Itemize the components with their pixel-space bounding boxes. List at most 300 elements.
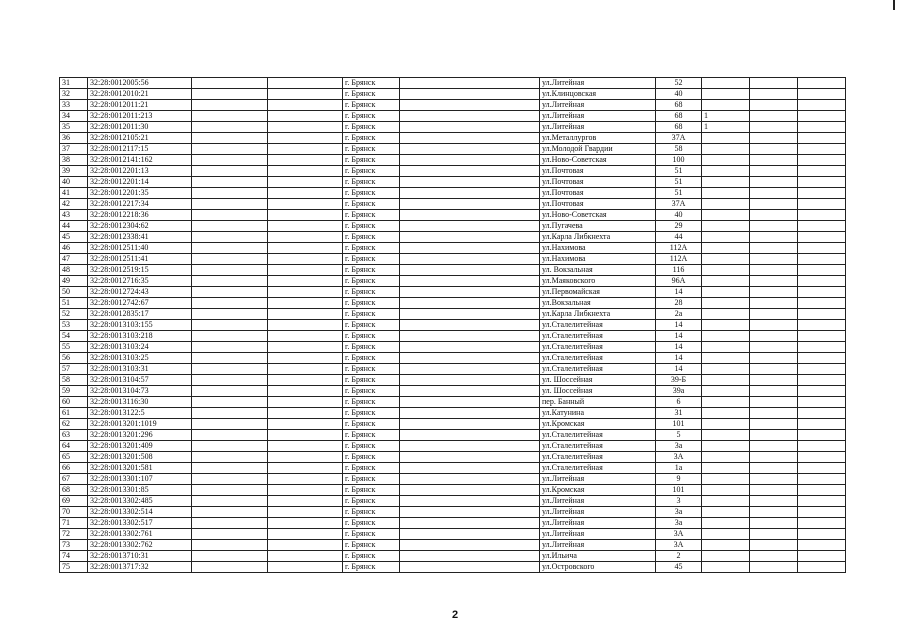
empty-cell xyxy=(268,474,343,485)
empty-cell xyxy=(798,474,846,485)
empty-cell xyxy=(268,353,343,364)
street-cell: ул.Сталелитейная xyxy=(540,320,656,331)
row-number-cell: 56 xyxy=(60,353,88,364)
empty-cell xyxy=(268,331,343,342)
empty-cell xyxy=(750,474,798,485)
table-row xyxy=(60,221,846,232)
extra-cell xyxy=(702,408,750,419)
empty-cell xyxy=(798,331,846,342)
empty-cell xyxy=(400,254,540,265)
empty-cell xyxy=(798,540,846,551)
empty-cell xyxy=(192,144,268,155)
empty-cell xyxy=(268,276,343,287)
empty-cell xyxy=(798,298,846,309)
street-cell: ул.Сталелитейная xyxy=(540,342,656,353)
row-number-cell: 48 xyxy=(60,265,88,276)
empty-cell xyxy=(192,188,268,199)
street-cell: ул.Металлургов xyxy=(540,133,656,144)
registry-table-body xyxy=(60,78,846,573)
table-row xyxy=(60,309,846,320)
cadastral-number-cell: 32:28:0012835:17 xyxy=(88,309,192,320)
cadastral-number-cell: 32:28:0013103:155 xyxy=(88,320,192,331)
house-number-cell: 2 xyxy=(656,551,702,562)
empty-cell xyxy=(192,397,268,408)
empty-cell xyxy=(798,408,846,419)
street-cell: ул.Литейная xyxy=(540,540,656,551)
extra-cell xyxy=(702,342,750,353)
table-row xyxy=(60,133,846,144)
row-number-cell: 63 xyxy=(60,430,88,441)
empty-cell xyxy=(798,320,846,331)
empty-cell xyxy=(268,243,343,254)
cadastral-number-cell: 32:28:0012011:30 xyxy=(88,122,192,133)
house-number-cell: 39а xyxy=(656,386,702,397)
empty-cell xyxy=(400,485,540,496)
empty-cell xyxy=(400,342,540,353)
empty-cell xyxy=(400,265,540,276)
street-cell: ул.Литейная xyxy=(540,496,656,507)
empty-cell xyxy=(798,78,846,89)
empty-cell xyxy=(400,540,540,551)
empty-cell xyxy=(798,507,846,518)
house-number-cell: 37А xyxy=(656,133,702,144)
empty-cell xyxy=(750,331,798,342)
empty-cell xyxy=(268,111,343,122)
empty-cell xyxy=(400,155,540,166)
cadastral-number-cell: 32:28:0013116:30 xyxy=(88,397,192,408)
house-number-cell: 14 xyxy=(656,287,702,298)
house-number-cell: 3А xyxy=(656,452,702,463)
row-number-cell: 33 xyxy=(60,100,88,111)
empty-cell xyxy=(400,78,540,89)
empty-cell xyxy=(400,551,540,562)
house-number-cell: 116 xyxy=(656,265,702,276)
empty-cell xyxy=(268,210,343,221)
empty-cell xyxy=(268,78,343,89)
empty-cell xyxy=(268,199,343,210)
row-number-cell: 62 xyxy=(60,419,88,430)
table-row xyxy=(60,386,846,397)
empty-cell xyxy=(798,243,846,254)
empty-cell xyxy=(192,485,268,496)
row-number-cell: 65 xyxy=(60,452,88,463)
city-cell: г. Брянск xyxy=(343,232,400,243)
extra-cell xyxy=(702,331,750,342)
row-number-cell: 43 xyxy=(60,210,88,221)
house-number-cell: 39-Б xyxy=(656,375,702,386)
house-number-cell: 51 xyxy=(656,188,702,199)
table-row xyxy=(60,320,846,331)
cadastral-number-cell: 32:28:0012218:36 xyxy=(88,210,192,221)
empty-cell xyxy=(798,265,846,276)
table-row xyxy=(60,419,846,430)
row-number-cell: 53 xyxy=(60,320,88,331)
street-cell: ул.Литейная xyxy=(540,507,656,518)
table-row xyxy=(60,463,846,474)
empty-cell xyxy=(192,254,268,265)
city-cell: г. Брянск xyxy=(343,342,400,353)
empty-cell xyxy=(750,254,798,265)
empty-cell xyxy=(400,353,540,364)
cadastral-number-cell: 32:28:0013301:107 xyxy=(88,474,192,485)
city-cell: г. Брянск xyxy=(343,397,400,408)
city-cell: г. Брянск xyxy=(343,100,400,111)
table-row xyxy=(60,111,846,122)
empty-cell xyxy=(798,155,846,166)
empty-cell xyxy=(268,232,343,243)
empty-cell xyxy=(798,375,846,386)
street-cell: ул.Почтовая xyxy=(540,177,656,188)
empty-cell xyxy=(268,397,343,408)
table-row xyxy=(60,177,846,188)
empty-cell xyxy=(268,441,343,452)
empty-cell xyxy=(400,331,540,342)
city-cell: г. Брянск xyxy=(343,298,400,309)
empty-cell xyxy=(400,474,540,485)
row-number-cell: 57 xyxy=(60,364,88,375)
row-number-cell: 44 xyxy=(60,221,88,232)
cadastral-number-cell: 32:28:0012011:21 xyxy=(88,100,192,111)
house-number-cell: 2а xyxy=(656,309,702,320)
house-number-cell: 101 xyxy=(656,485,702,496)
house-number-cell: 112А xyxy=(656,243,702,254)
house-number-cell: 3А xyxy=(656,540,702,551)
street-cell: ул.Сталелитейная xyxy=(540,463,656,474)
empty-cell xyxy=(268,386,343,397)
empty-cell xyxy=(192,287,268,298)
extra-cell xyxy=(702,276,750,287)
cadastral-number-cell: 32:28:0013103:24 xyxy=(88,342,192,353)
empty-cell xyxy=(268,133,343,144)
extra-cell xyxy=(702,100,750,111)
table-row xyxy=(60,199,846,210)
extra-cell xyxy=(702,485,750,496)
empty-cell xyxy=(268,562,343,573)
margin-mark xyxy=(893,0,895,10)
city-cell: г. Брянск xyxy=(343,474,400,485)
cadastral-number-cell: 32:28:0013104:57 xyxy=(88,375,192,386)
empty-cell xyxy=(268,89,343,100)
city-cell: г. Брянск xyxy=(343,265,400,276)
street-cell: ул.Ново-Советская xyxy=(540,210,656,221)
row-number-cell: 73 xyxy=(60,540,88,551)
empty-cell xyxy=(798,364,846,375)
table-row xyxy=(60,485,846,496)
house-number-cell: 44 xyxy=(656,232,702,243)
table-row xyxy=(60,452,846,463)
street-cell: ул.Литейная xyxy=(540,529,656,540)
city-cell: г. Брянск xyxy=(343,551,400,562)
row-number-cell: 35 xyxy=(60,122,88,133)
cadastral-number-cell: 32:28:0013103:25 xyxy=(88,353,192,364)
city-cell: г. Брянск xyxy=(343,507,400,518)
row-number-cell: 59 xyxy=(60,386,88,397)
empty-cell xyxy=(750,397,798,408)
extra-cell: 1 xyxy=(702,122,750,133)
street-cell: ул.Пугачева xyxy=(540,221,656,232)
row-number-cell: 69 xyxy=(60,496,88,507)
row-number-cell: 61 xyxy=(60,408,88,419)
empty-cell xyxy=(268,221,343,232)
table-row xyxy=(60,364,846,375)
empty-cell xyxy=(192,452,268,463)
empty-cell xyxy=(400,177,540,188)
house-number-cell: 40 xyxy=(656,89,702,100)
empty-cell xyxy=(750,122,798,133)
street-cell: ул. Вокзальная xyxy=(540,265,656,276)
empty-cell xyxy=(400,452,540,463)
table-row xyxy=(60,155,846,166)
empty-cell xyxy=(192,474,268,485)
empty-cell xyxy=(750,199,798,210)
row-number-cell: 38 xyxy=(60,155,88,166)
empty-cell xyxy=(192,430,268,441)
empty-cell xyxy=(400,408,540,419)
empty-cell xyxy=(400,562,540,573)
empty-cell xyxy=(798,419,846,430)
empty-cell xyxy=(400,122,540,133)
city-cell: г. Брянск xyxy=(343,133,400,144)
empty-cell xyxy=(192,133,268,144)
registry-table xyxy=(59,77,846,573)
house-number-cell: 9 xyxy=(656,474,702,485)
house-number-cell: 14 xyxy=(656,331,702,342)
street-cell: ул. Шоссейная xyxy=(540,386,656,397)
city-cell: г. Брянск xyxy=(343,199,400,210)
empty-cell xyxy=(268,122,343,133)
cadastral-number-cell: 32:28:0013201:1019 xyxy=(88,419,192,430)
extra-cell xyxy=(702,243,750,254)
empty-cell xyxy=(798,188,846,199)
empty-cell xyxy=(268,408,343,419)
house-number-cell: 14 xyxy=(656,342,702,353)
row-number-cell: 54 xyxy=(60,331,88,342)
empty-cell xyxy=(400,100,540,111)
street-cell: ул.Сталелитейная xyxy=(540,364,656,375)
empty-cell xyxy=(268,144,343,155)
empty-cell xyxy=(750,210,798,221)
empty-cell xyxy=(750,188,798,199)
street-cell: ул.Первомайская xyxy=(540,287,656,298)
empty-cell xyxy=(268,430,343,441)
city-cell: г. Брянск xyxy=(343,309,400,320)
empty-cell xyxy=(750,309,798,320)
empty-cell xyxy=(750,177,798,188)
extra-cell xyxy=(702,177,750,188)
empty-cell xyxy=(192,551,268,562)
row-number-cell: 70 xyxy=(60,507,88,518)
city-cell: г. Брянск xyxy=(343,89,400,100)
row-number-cell: 72 xyxy=(60,529,88,540)
city-cell: г. Брянск xyxy=(343,419,400,430)
extra-cell xyxy=(702,419,750,430)
empty-cell xyxy=(400,210,540,221)
city-cell: г. Брянск xyxy=(343,386,400,397)
table-row xyxy=(60,78,846,89)
row-number-cell: 58 xyxy=(60,375,88,386)
house-number-cell: 100 xyxy=(656,155,702,166)
city-cell: г. Брянск xyxy=(343,452,400,463)
cadastral-number-cell: 32:28:0012511:41 xyxy=(88,254,192,265)
empty-cell xyxy=(798,166,846,177)
empty-cell xyxy=(268,155,343,166)
extra-cell xyxy=(702,430,750,441)
street-cell: ул.Нахимова xyxy=(540,254,656,265)
empty-cell xyxy=(192,155,268,166)
extra-cell xyxy=(702,397,750,408)
empty-cell xyxy=(192,210,268,221)
street-cell: ул.Почтовая xyxy=(540,166,656,177)
city-cell: г. Брянск xyxy=(343,496,400,507)
city-cell: г. Брянск xyxy=(343,122,400,133)
empty-cell xyxy=(400,397,540,408)
empty-cell xyxy=(400,188,540,199)
empty-cell xyxy=(798,111,846,122)
cadastral-number-cell: 32:28:0013103:218 xyxy=(88,331,192,342)
street-cell: ул.Литейная xyxy=(540,122,656,133)
street-cell: ул.Карла Либкнехта xyxy=(540,309,656,320)
row-number-cell: 34 xyxy=(60,111,88,122)
empty-cell xyxy=(192,342,268,353)
empty-cell xyxy=(192,221,268,232)
empty-cell xyxy=(192,507,268,518)
city-cell: г. Брянск xyxy=(343,166,400,177)
cadastral-number-cell: 32:28:0013302:517 xyxy=(88,518,192,529)
empty-cell xyxy=(192,89,268,100)
cadastral-number-cell: 32:28:0013302:761 xyxy=(88,529,192,540)
row-number-cell: 64 xyxy=(60,441,88,452)
empty-cell xyxy=(798,452,846,463)
street-cell: ул.Кромская xyxy=(540,485,656,496)
city-cell: г. Брянск xyxy=(343,375,400,386)
street-cell: ул.Нахимова xyxy=(540,243,656,254)
house-number-cell: 68 xyxy=(656,100,702,111)
row-number-cell: 46 xyxy=(60,243,88,254)
empty-cell xyxy=(750,485,798,496)
row-number-cell: 37 xyxy=(60,144,88,155)
house-number-cell: 5 xyxy=(656,430,702,441)
extra-cell xyxy=(702,551,750,562)
row-number-cell: 36 xyxy=(60,133,88,144)
cadastral-number-cell: 32:28:0012011:213 xyxy=(88,111,192,122)
empty-cell xyxy=(798,430,846,441)
city-cell: г. Брянск xyxy=(343,408,400,419)
extra-cell xyxy=(702,386,750,397)
empty-cell xyxy=(192,243,268,254)
street-cell: ул.Сталелитейная xyxy=(540,331,656,342)
empty-cell xyxy=(268,419,343,430)
extra-cell xyxy=(702,562,750,573)
house-number-cell: 68 xyxy=(656,122,702,133)
table-row xyxy=(60,496,846,507)
house-number-cell: 28 xyxy=(656,298,702,309)
cadastral-number-cell: 32:28:0012105:21 xyxy=(88,133,192,144)
table-row xyxy=(60,276,846,287)
empty-cell xyxy=(750,276,798,287)
empty-cell xyxy=(268,551,343,562)
cadastral-number-cell: 32:28:0012005:56 xyxy=(88,78,192,89)
table-row xyxy=(60,375,846,386)
empty-cell xyxy=(750,419,798,430)
extra-cell xyxy=(702,221,750,232)
empty-cell xyxy=(798,221,846,232)
street-cell: ул.Кромская xyxy=(540,419,656,430)
empty-cell xyxy=(400,221,540,232)
empty-cell xyxy=(400,287,540,298)
empty-cell xyxy=(268,496,343,507)
house-number-cell: 31 xyxy=(656,408,702,419)
extra-cell xyxy=(702,474,750,485)
empty-cell xyxy=(268,364,343,375)
empty-cell xyxy=(268,485,343,496)
empty-cell xyxy=(268,452,343,463)
street-cell: ул. Шоссейная xyxy=(540,375,656,386)
table-row xyxy=(60,353,846,364)
street-cell: ул.Сталелитейная xyxy=(540,430,656,441)
street-cell: ул.Литейная xyxy=(540,100,656,111)
extra-cell xyxy=(702,155,750,166)
extra-cell xyxy=(702,518,750,529)
empty-cell xyxy=(268,463,343,474)
empty-cell xyxy=(798,386,846,397)
empty-cell xyxy=(750,430,798,441)
empty-cell xyxy=(400,243,540,254)
empty-cell xyxy=(192,320,268,331)
street-cell: ул.Молодой Гвардии xyxy=(540,144,656,155)
row-number-cell: 75 xyxy=(60,562,88,573)
house-number-cell: 3а xyxy=(656,507,702,518)
table-row xyxy=(60,474,846,485)
empty-cell xyxy=(750,155,798,166)
house-number-cell: 51 xyxy=(656,166,702,177)
city-cell: г. Брянск xyxy=(343,364,400,375)
house-number-cell: 96А xyxy=(656,276,702,287)
street-cell: ул.Литейная xyxy=(540,474,656,485)
table-row xyxy=(60,144,846,155)
house-number-cell: 3а xyxy=(656,518,702,529)
cadastral-number-cell: 32:28:0012519:15 xyxy=(88,265,192,276)
empty-cell xyxy=(400,133,540,144)
empty-cell xyxy=(750,287,798,298)
street-cell: ул.Островского xyxy=(540,562,656,573)
table-row xyxy=(60,397,846,408)
city-cell: г. Брянск xyxy=(343,221,400,232)
empty-cell xyxy=(798,397,846,408)
empty-cell xyxy=(798,254,846,265)
house-number-cell: 3А xyxy=(656,529,702,540)
city-cell: г. Брянск xyxy=(343,518,400,529)
row-number-cell: 42 xyxy=(60,199,88,210)
empty-cell xyxy=(750,78,798,89)
table-row xyxy=(60,540,846,551)
row-number-cell: 47 xyxy=(60,254,88,265)
extra-cell xyxy=(702,210,750,221)
street-cell: пер. Банный xyxy=(540,397,656,408)
empty-cell xyxy=(400,518,540,529)
extra-cell xyxy=(702,309,750,320)
extra-cell xyxy=(702,320,750,331)
extra-cell xyxy=(702,89,750,100)
empty-cell xyxy=(750,452,798,463)
city-cell: г. Брянск xyxy=(343,353,400,364)
cadastral-number-cell: 32:28:0012201:13 xyxy=(88,166,192,177)
house-number-cell: 1а xyxy=(656,463,702,474)
table-row xyxy=(60,518,846,529)
cadastral-number-cell: 32:28:0013201:409 xyxy=(88,441,192,452)
cadastral-number-cell: 32:28:0013201:296 xyxy=(88,430,192,441)
row-number-cell: 41 xyxy=(60,188,88,199)
table-row xyxy=(60,232,846,243)
